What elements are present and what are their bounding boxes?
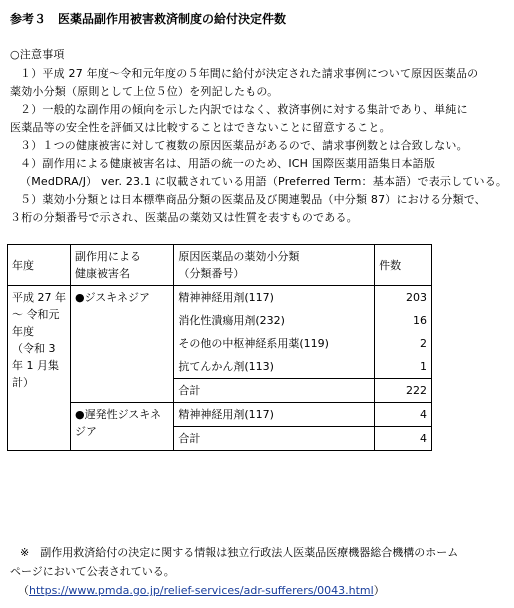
drug-cell: その他の中枢神経系用薬(119) <box>174 332 375 355</box>
note-line: ３）１つの健康被害に対して複数の原因医薬品があるので、請求事例数とは合致しない。 <box>20 139 468 152</box>
footer-link-line <box>18 582 385 598</box>
note-line: ４）副作用による健康被害名は、用語の統一のため、ICH 国際医薬用語集日本語版 <box>20 157 436 170</box>
note-line: ５）薬効小分類とは日本標準商品分類の医薬品及び関連製品（中分類 87）における分類で、 <box>20 193 486 206</box>
header-damage <box>71 245 174 286</box>
total-value: 4 <box>375 427 432 451</box>
total-label: 合計 <box>174 427 375 451</box>
header-damage-line2: 健康被害名 <box>75 267 130 280</box>
notes-heading: ○注意事項 <box>10 48 65 61</box>
header-drug <box>174 245 375 286</box>
count-cell: 16 <box>375 309 432 332</box>
note-line: ２）一般的な副作用の傾向を示した内訳ではなく、救済事例に対する集計であり、単純に <box>20 103 468 116</box>
table-header-row <box>8 245 432 286</box>
drug-cell: 精神神経用剤(117) <box>174 403 375 427</box>
drug-cell: 精神神経用剤(117) <box>174 286 375 310</box>
header-drug-line1: 原因医薬品の薬効小分類 <box>178 250 300 263</box>
header-year: 年度 <box>8 245 71 286</box>
count-cell: 1 <box>375 355 432 379</box>
note-line: 医薬品等の安全性を評価又は比較することはできないことに留意すること。 <box>10 121 391 134</box>
header-drug-line2: （分類番号） <box>178 267 245 280</box>
note-line: （MedDRA/J） ver. 23.1 に収載されている用語（Preferred Term：基本語）で表示している。 <box>20 175 508 188</box>
damage-cell <box>71 403 174 451</box>
year-line: （令和 3 <box>12 342 56 355</box>
year-line: 計） <box>12 376 34 389</box>
table-row <box>8 403 432 427</box>
total-value: 222 <box>375 379 432 403</box>
benefit-decision-table <box>7 244 432 451</box>
footer-note-line1: ※ 副作用救済給付の決定に関する情報は独立行政法人医薬品医療機器総合機構のホーム <box>20 546 459 559</box>
note-line: １）平成 27 年度～令和元年度の５年間に給付が決定された請求事例について原因医薬品の <box>20 67 479 80</box>
drug-cell: 抗てんかん剤(113) <box>174 355 375 379</box>
year-line: 年 1 月集 <box>12 359 59 372</box>
count-cell: 2 <box>375 332 432 355</box>
year-cell <box>8 286 71 451</box>
count-cell: 4 <box>375 403 432 427</box>
pmda-link[interactable]: https://www.pmda.go.jp/relief-services/adr-sufferers/0043.html <box>29 584 374 597</box>
drug-cell: 消化性潰瘍用剤(232) <box>174 309 375 332</box>
damage-cell <box>71 286 174 403</box>
page-title: 参考３ 医薬品副作用被害救済制度の給付決定件数 <box>10 12 287 26</box>
damage-name: ●ジスキネジア <box>75 291 151 304</box>
year-line: 年度 <box>12 325 34 338</box>
year-line: 平成 27 年 <box>12 291 66 304</box>
note-line: ３桁の分類番号で示され、医薬品の薬効又は性質を表すものである。 <box>10 211 358 224</box>
header-count: 件数 <box>375 245 432 286</box>
header-damage-line1: 副作用による <box>75 250 141 263</box>
note-line: 薬効小分類（原則として上位５位）を列記したもの。 <box>10 85 279 98</box>
year-line: ～ 令和元 <box>12 308 60 321</box>
footer-note-line2: ページにおいて公表されている。 <box>10 565 175 578</box>
damage-name: ジア <box>75 425 97 438</box>
paren-open: （ <box>18 584 29 597</box>
table-row <box>8 286 432 310</box>
count-cell: 203 <box>375 286 432 310</box>
total-label: 合計 <box>174 379 375 403</box>
damage-name: ●遅発性ジスキネ <box>75 408 162 421</box>
paren-close: ） <box>373 584 385 597</box>
